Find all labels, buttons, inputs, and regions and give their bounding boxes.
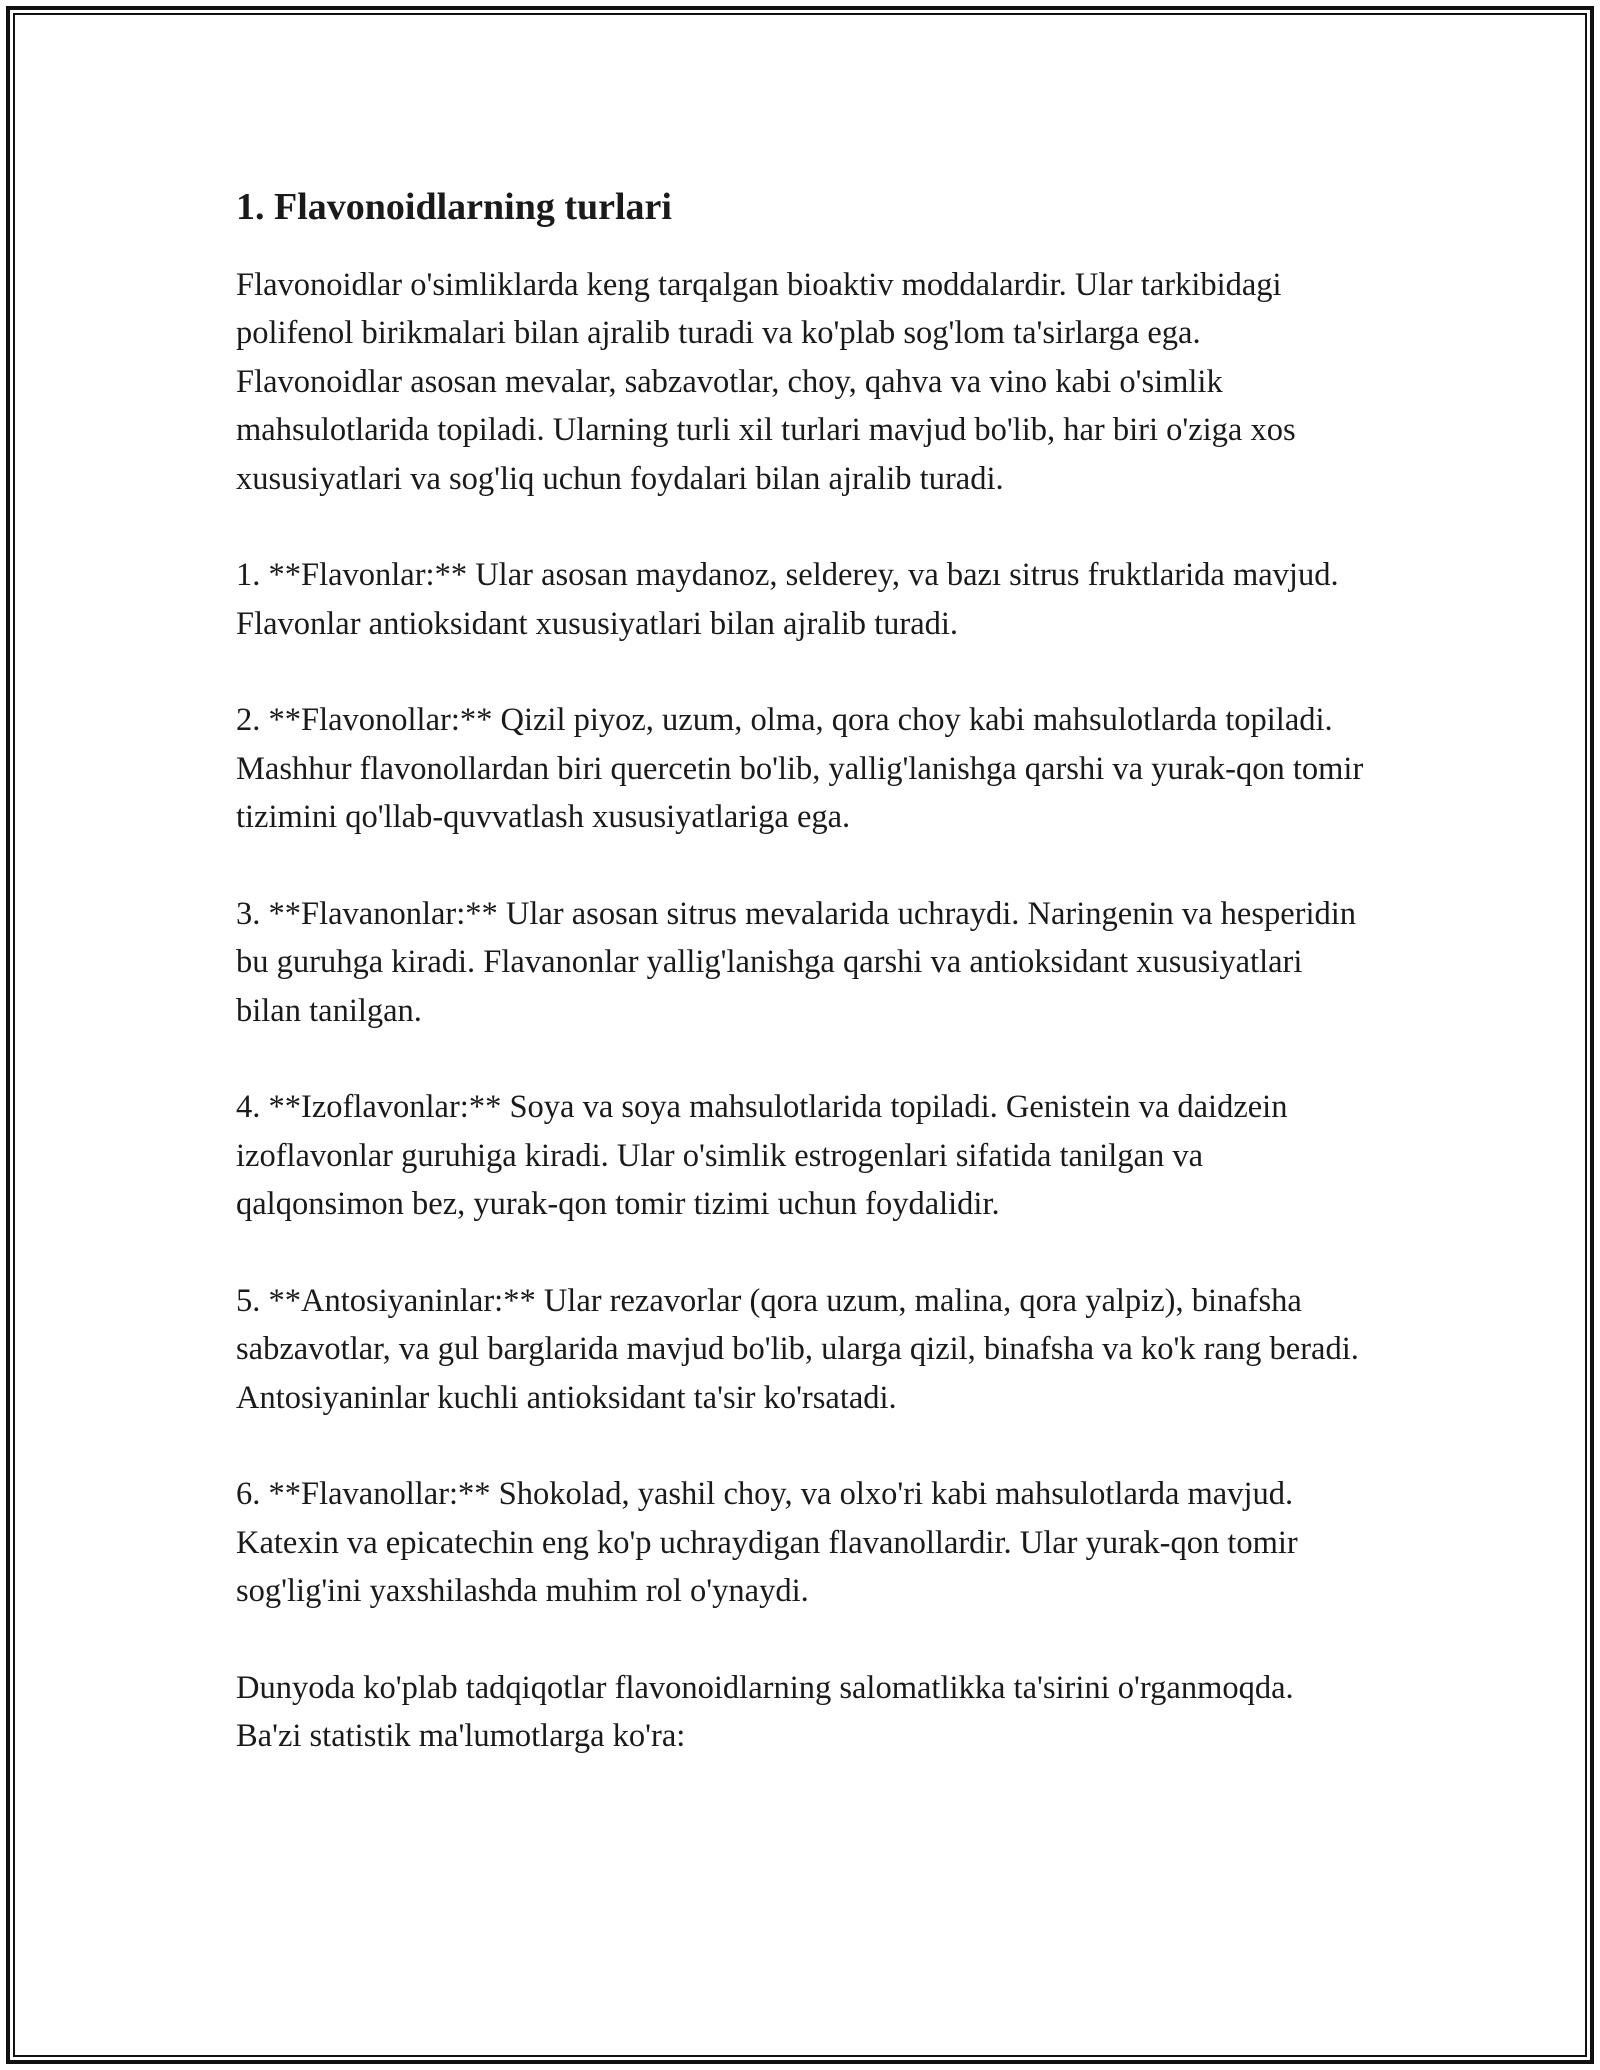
paragraph-izoflavonlar: 4. **Izoflavonlar:** Soya va soya mahsulotlarida topiladi. Genistein va daidzein izoflavonlar guruhiga kiradi. Ular o'simlik estrogenlari sifatida tanilgan va qalqonsimon bez, yurak-qon tomir tizimi uchun foydalidir. xyxy=(236,1089,1288,1223)
section-heading: 1. Flavonoidlarning turlari xyxy=(236,186,672,228)
paragraph-flavanonlar: 3. **Flavanonlar:** Ular asosan sitrus mevalarida uchraydi. Naringenin va hesperidin bu guruhga kiradi. Flavanonlar yallig'lanishga qarshi va antioksidant xususiyatlari bilan tanilgan. xyxy=(236,895,1357,1029)
closing-paragraph: Dunyoda ko'plab tadqiqotlar flavonoidlarning salomatlikka ta'sirini o'rganmoqda. Ba'zi statistik ma'lumotlarga ko'ra: xyxy=(236,1669,1294,1755)
intro-paragraph: Flavonoidlar o'simliklarda keng tarqalgan bioaktiv moddalardir. Ular tarkibidagi polifenol birikmalari bilan ajralib turadi va ko'plab sog'lom ta'sirlarga ega. Flavonoidlar asosan mevalar, sabzavotlar, choy, qahva va vino kabi o'simlik mahsulotlarida topiladi. Ularning turli xil turlari mavjud bo'lib, har biri o'ziga xos xususiyatlari va sog'liq uchun foydalari bilan ajralib turadi. xyxy=(236,266,1296,497)
paragraph-flavonollar: 2. **Flavonollar:** Qizil piyoz, uzum, olma, qora choy kabi mahsulotlarda topiladi. Mashhur flavonollardan biri quercetin bo'lib, yallig'lanishga qarshi va yurak-qon tomir tizimini qo'llab-quvvatlash xususiyatlariga ega. xyxy=(236,702,1364,836)
document-page xyxy=(236,185,1366,1809)
paragraph-flavonlar: 1. **Flavonlar:** Ular asosan maydanoz, selderey, va bazı sitrus fruktlarida mavjud. Flavonlar antioksidant xususiyatlari bilan ajralib turadi. xyxy=(236,557,1339,642)
paragraph-antosiyaninlar: 5. **Antosiyaninlar:** Ular rezavorlar (qora uzum, malina, qora yalpiz), binafsha sabzavotlar, va gul barglarida mavjud bo'lib, ularga qizil, binafsha va ko'k rang beradi. Antosiyaninlar kuchli antioksidant ta'sir ko'rsatadi. xyxy=(236,1282,1359,1416)
paragraph-flavanollar: 6. **Flavanollar:** Shokolad, yashil choy, va olxo'ri kabi mahsulotlarda mavjud. Katexin va epicatechin eng ko'p uchraydigan flavanollardir. Ular yurak-qon tomir sog'lig'ini yaxshilashda muhim rol o'ynaydi. xyxy=(236,1476,1298,1610)
